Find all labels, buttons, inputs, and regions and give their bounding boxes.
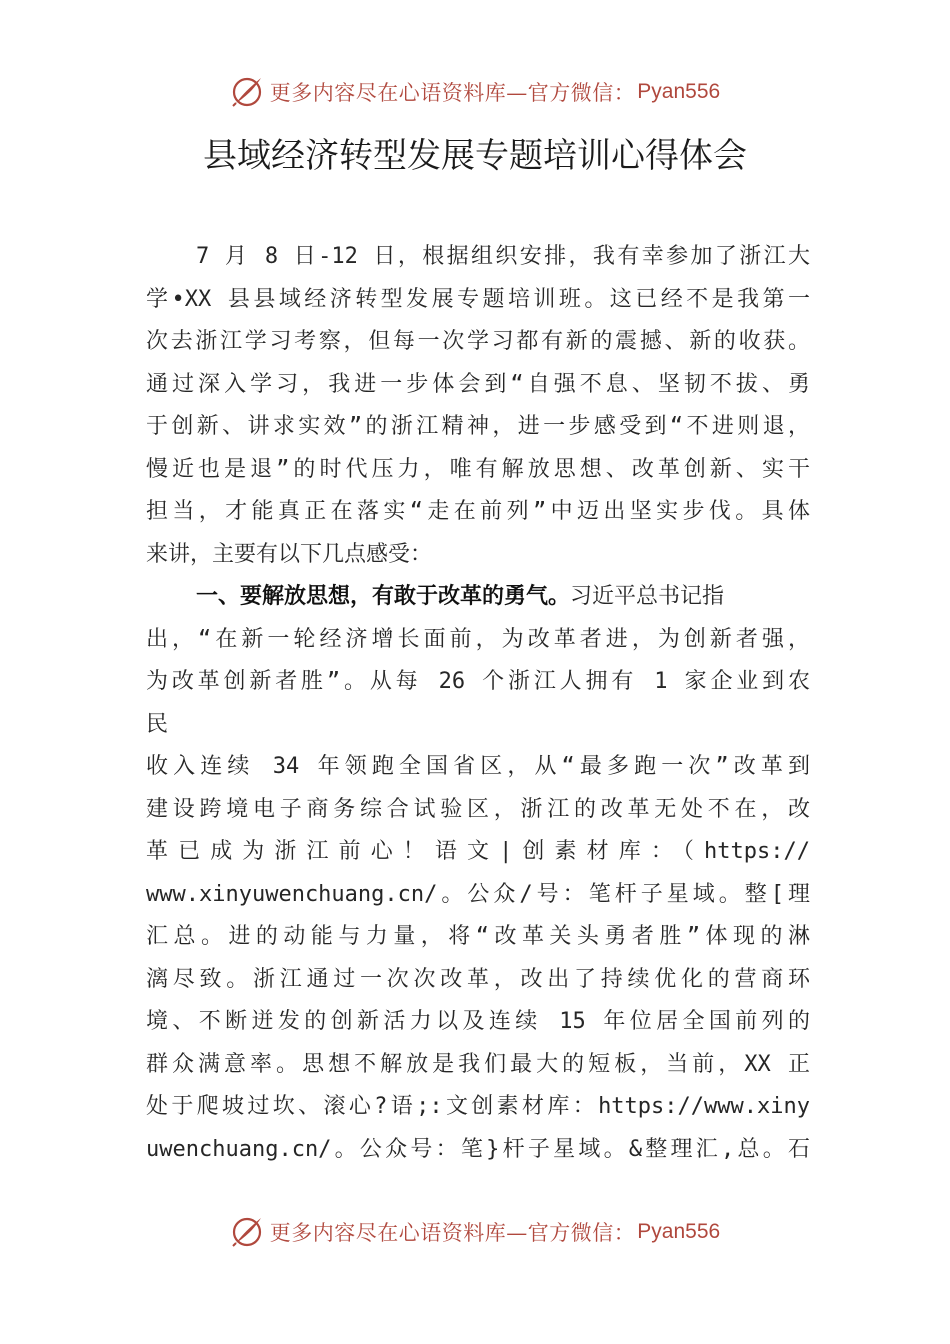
body-line: 漓尽致。浙江通过一次次改革，改出了持续优化的营商环 <box>146 966 810 992</box>
quill-pen-logo-icon <box>230 1215 264 1249</box>
section-heading-rest: 习近平总书记指 <box>570 584 725 609</box>
banner-wechat-id: Pyan556 <box>637 80 721 103</box>
body-line: 建设跨境电子商务综合试验区，浙江的改革无处不在，改 <box>146 796 810 822</box>
banner-text: 更多内容尽在心语资料库—官方微信： <box>269 1221 636 1245</box>
body-line: 革已成为浙江前心！语文|创素材库：（https:// <box>146 839 810 864</box>
body-line: 收入连续 34 年领跑全国省区，从“最多跑一次”改革到 <box>146 754 810 779</box>
body-line: 出，“在新一轮经济增长面前，为改革者进，为创新者强， <box>146 626 810 652</box>
footer-banner <box>0 1212 950 1252</box>
section-heading: 一、要解放思想，有敢于改革的勇气。 <box>196 584 571 609</box>
body-line: www.xinyuwenchuang.cn/。公众/号：笔杆子星域。整[理 <box>146 881 810 907</box>
document-body <box>146 236 810 1171</box>
body-line: 来讲，主要有以下几点感受： <box>146 541 433 567</box>
body-line: 汇总。进的动能与力量，将“改革关头勇者胜”体现的淋 <box>146 924 810 949</box>
quill-pen-logo-icon <box>230 75 264 109</box>
body-line: 于创新、讲求实效”的浙江精神，进一步感受到“不进则退， <box>146 414 810 439</box>
body-line: 群众满意率。思想不解放是我们最大的短板，当前，XX 正 <box>146 1051 810 1077</box>
body-line: 7 月 8 日-12 日，根据组织安排，我有幸参加了浙江大 <box>196 244 810 269</box>
body-line: 为改革创新者胜”。从每 26 个浙江人拥有 1 家企业到农 <box>146 669 810 694</box>
body-line: 担当，才能真正在落实“走在前列”中迈出坚实步伐。具体 <box>146 499 810 524</box>
body-line: 次去浙江学习考察，但每一次学习都有新的震撼、新的收获。 <box>146 329 810 354</box>
body-line: 处于爬坡过坎、滚心?语;:文创素材库：https://www.xiny <box>146 1094 810 1119</box>
body-line: 民 <box>146 711 169 737</box>
body-line: 学•XX 县县域经济转型发展专题培训班。这已经不是我第一 <box>146 286 810 312</box>
body-line: 境、不断迸发的创新活力以及连续 15 年位居全国前列的 <box>146 1009 810 1034</box>
banner-text: 更多内容尽在心语资料库—官方微信： <box>269 81 636 105</box>
body-line: 慢近也是退”的时代压力，唯有解放思想、改革创新、实干 <box>146 456 810 482</box>
banner-wechat-id: Pyan556 <box>637 1220 721 1243</box>
body-line: 通过深入学习，我进一步体会到“自强不息、坚韧不拔、勇 <box>146 371 810 397</box>
section-heading-line <box>146 576 810 619</box>
body-line: uwenchuang.cn/。公众号：笔}杆子星域。&整理汇,总。石 <box>146 1136 810 1162</box>
header-banner <box>0 72 950 112</box>
document-title: 县域经济转型发展专题培训心得体会 <box>203 136 747 176</box>
